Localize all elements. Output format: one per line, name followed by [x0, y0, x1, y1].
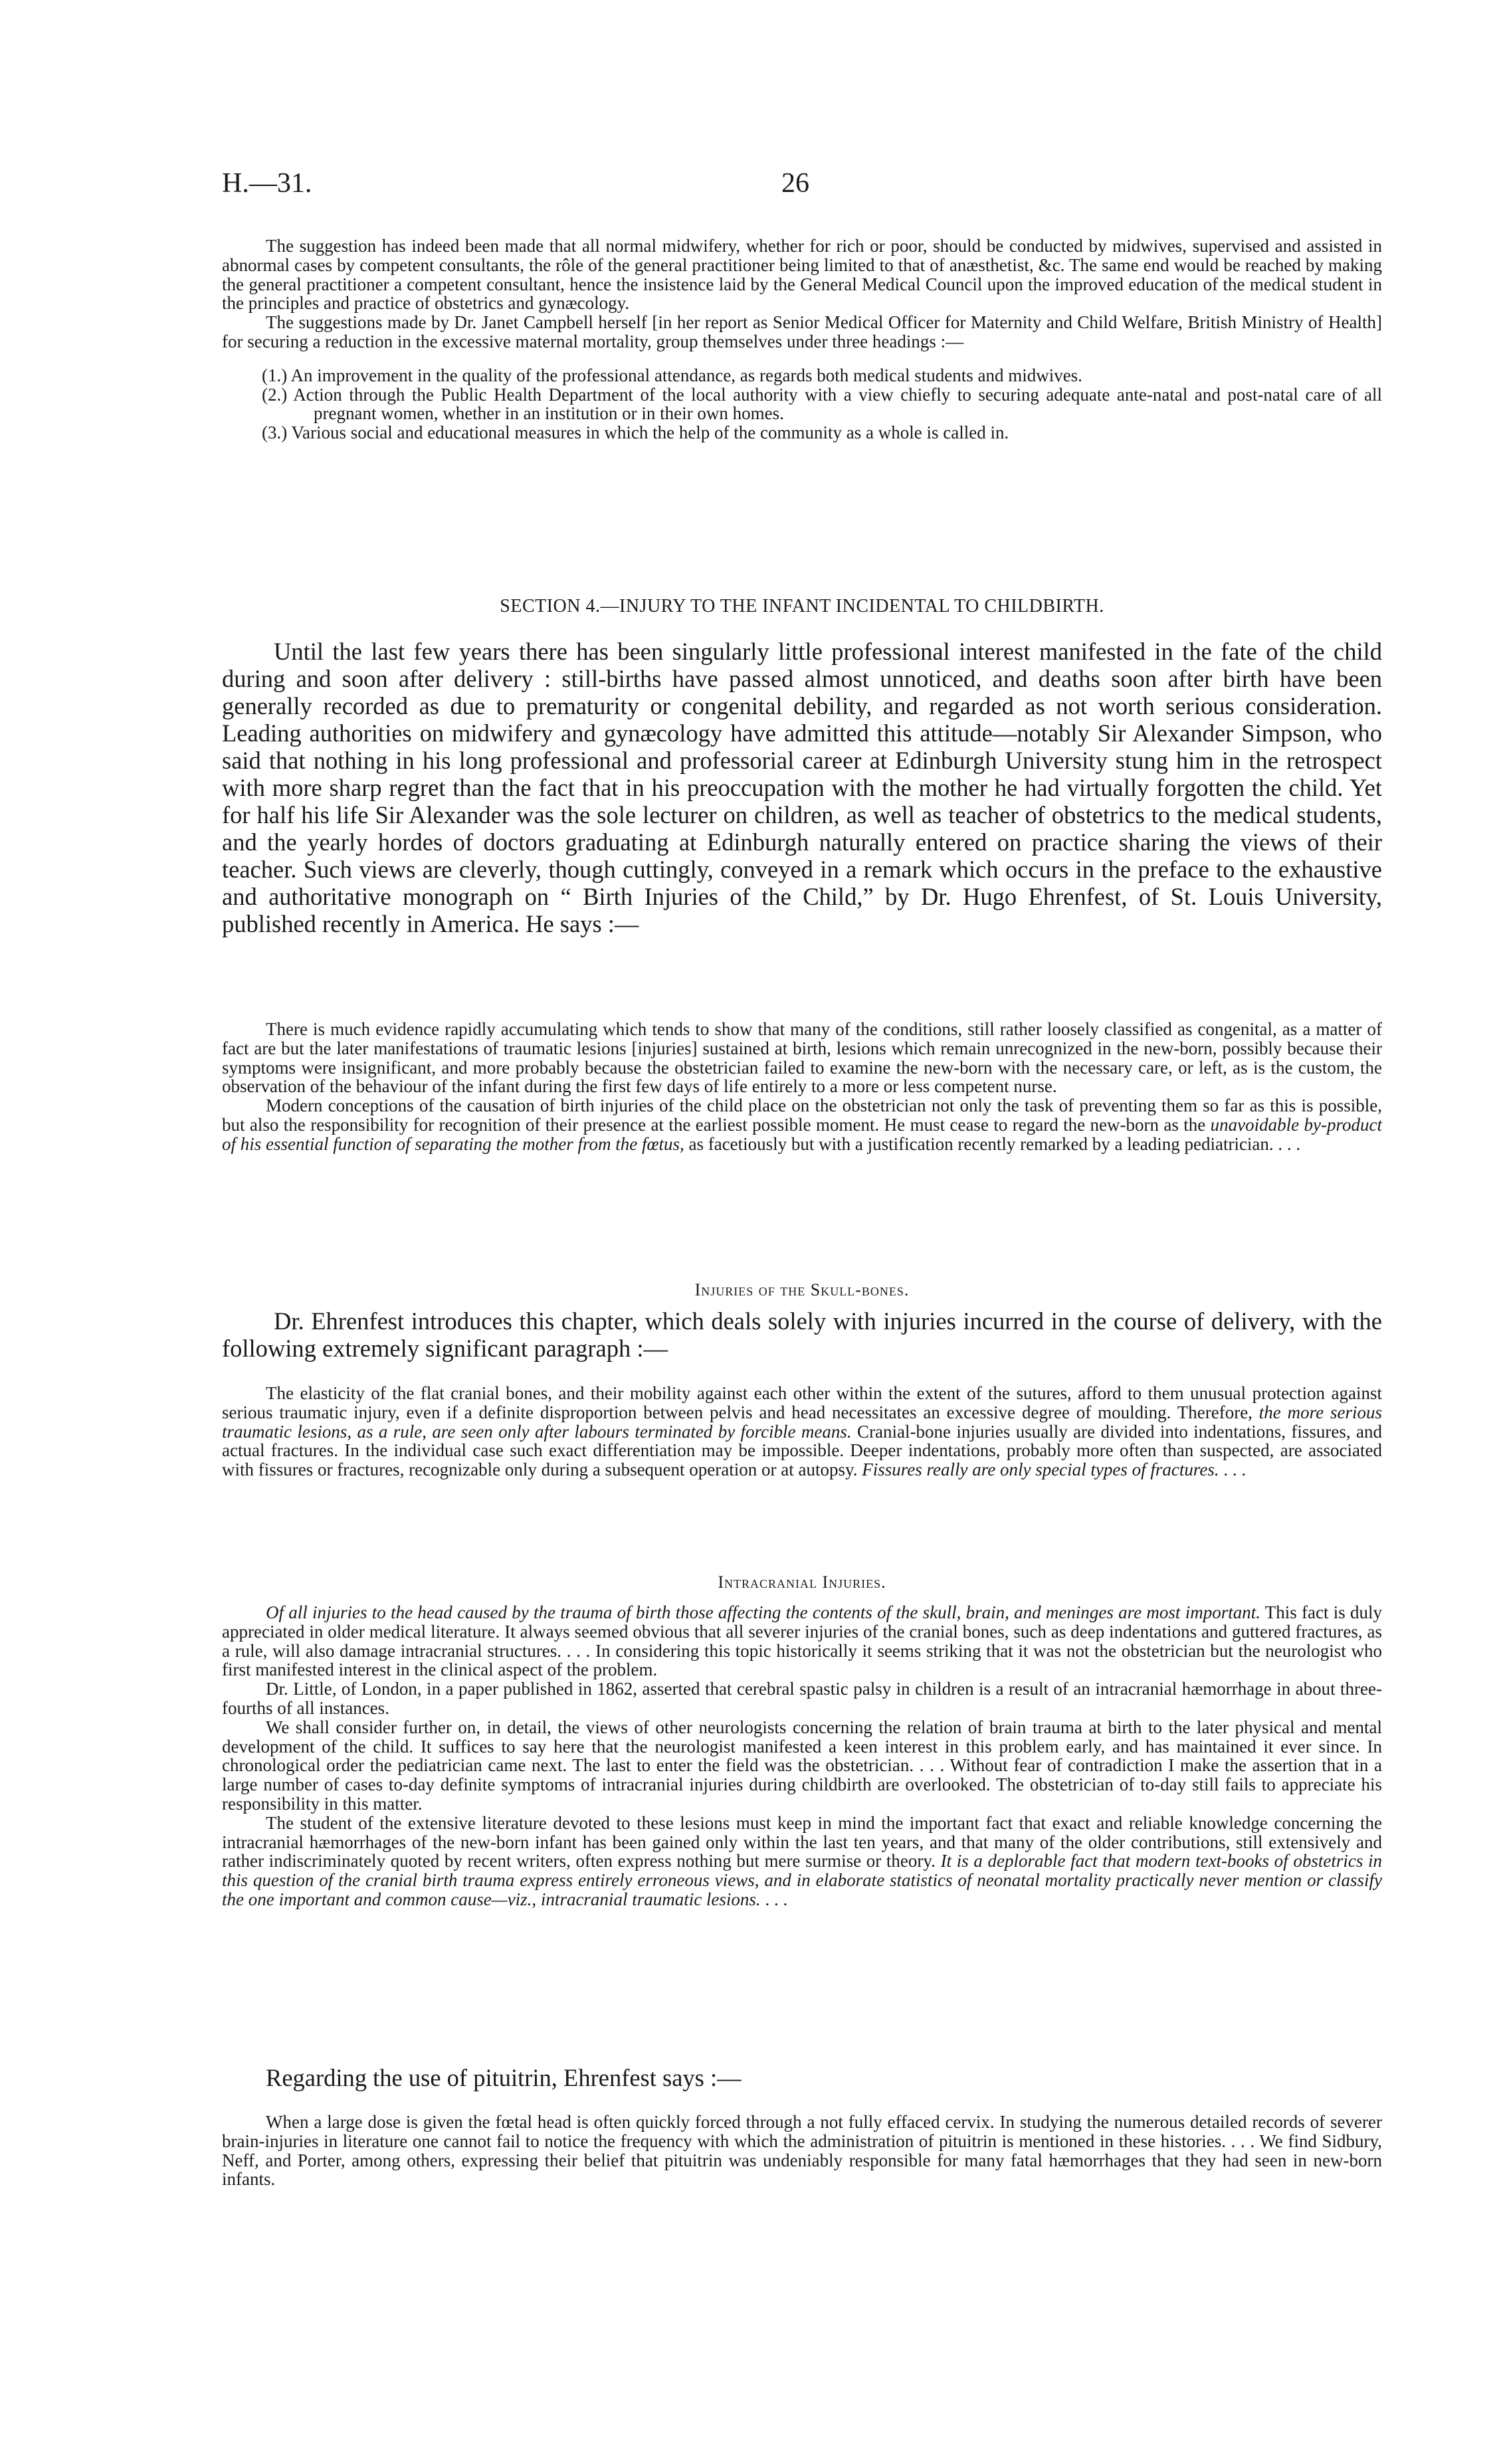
list-item: (2.) Action through the Public Health Department of the local authority with a view chiefly to securing adequate ante-natal and post-natal care of all pregnant women, whether in an institution or in their own homes.: [262, 384, 1382, 424]
page-number: 26: [781, 168, 809, 199]
quote-text: The elasticity of the flat cranial bones, and their mobility against each other within the extent of the sutures, afford to them unusual protection against serious traumatic injury, even if a definite disproportion between pelvis and head necessitates an excessive degree of moulding. Therefore,: [222, 1383, 1382, 1422]
intro-paragraph-1: The suggestion has indeed been made that all normal midwifery, whether for rich or poor, should be conducted by midwives, supervised and assisted in abnormal cases by competent consultants, the rôle of the general practitioner being limited to that of anæsthetist, &c. The same end would be reached by making the general practitioner a competent consultant, hence the insistence laid by the General Medical Council upon the improved education of the medical student in the principles and practice of obstetrics and gynæcology.: [222, 236, 1382, 314]
quote-paragraph-2: [222, 1096, 1382, 1153]
intracranial-paragraph-2: Dr. Little, of London, in a paper published in 1862, asserted that cerebral spastic palsy in children is a result of an intracranial hæmorrhage in about three-fourths of all instances.: [222, 1679, 1382, 1718]
intro-block: [222, 237, 1382, 442]
pituitrin-quote-paragraph: When a large dose is given the fœtal head is often quickly forced through a not fully effaced cervix. In studying the numerous detailed records of severer brain-injuries in literature one cannot fail to notice the frequency with which the administration of pituitrin is mentioned in these histories. . . . We find Sidbury, Neff, and Porter, among others, expressing their belief that pituitrin was undeniably responsible for many fatal hæmorrhages that they had seen in new-born infants.: [222, 2112, 1382, 2190]
quote-text: This fact is duly appreciated in older medical literature. It always seemed obvious that all severer injuries of the cranial bones, such as deep indentations and guttered fractures, as a rule, will also damage intracranial structures. . . . In considering this topic historically it seems striking that it was not the obstetrician but the neurologist who first manifested interest in the clinical aspect of the problem.: [222, 1602, 1382, 1680]
pituitrin-paragraph: Regarding the use of pituitrin, Ehrenfest says :—: [266, 2064, 742, 2091]
section-4-quote: [222, 1020, 1382, 1154]
section-4-heading: SECTION 4.—INJURY TO THE INFANT INCIDENTAL TO CHILDBIRTH.: [500, 596, 1104, 616]
quote-italic: the more serious traumatic lesions, as a rule, are seen only after labours terminated by forcible means.: [222, 1402, 1382, 1442]
intracranial-paragraph-3: We shall consider further on, in detail, the views of other neurologists concerning the relation of brain trauma at birth to the later physical and mental development of the child. It suffices to say here that the neurologist manifested a keen interest in this problem early, and has maintained it ever since. In chronological order the pediatrician came next. The last to enter the field was the obstetrician. . . . Without fear of contradiction I make the assertion that in a large number of cases to-day definite symptoms of intracranial injuries during childbirth are overlooked. The obstetrician of to-day still fails to appreciate his responsibility in this matter.: [222, 1717, 1382, 1814]
skull-quote-paragraph: [222, 1384, 1382, 1479]
quote-text: Cranial-bone injuries usually are divided into indentations, fissures, and actual fractures. In the individual case such exact differentiation may be impossible. Deeper indentations, probably more often than suspected, are associated with fissures or fractures, recognizable only during a subsequent operation or at autopsy.: [222, 1421, 1382, 1480]
pituitrin-quote: [222, 2113, 1382, 2189]
skull-bones-intro: [222, 1307, 1382, 1362]
quote-text: Modern conceptions of the causation of birth injuries of the child place on the obstetrician not only the task of preventing them so far as this is possible, but also the responsibility for recognition of their presence at the earliest possible moment. He must cease to regard the new-born as the: [222, 1095, 1382, 1135]
intracranial-paragraph-1: [222, 1603, 1382, 1679]
skull-bones-paragraph: Dr. Ehrenfest introduces this chapter, which deals solely with injuries incurred in the course of delivery, with the following extremely significant paragraph :—: [222, 1307, 1382, 1362]
quote-italic: Of all injuries to the head caused by the trauma of birth those affecting the contents of the skull, brain, and meninges are most important.: [266, 1602, 1260, 1622]
pituitrin-intro: [222, 2064, 1382, 2091]
intracranial-quote: [222, 1603, 1382, 1909]
quote-paragraph-1: There is much evidence rapidly accumulating which tends to show that many of the conditions, still rather loosely classified as congenital, as a matter of fact are but the later manifestations of traumatic lesions [injuries] sustained at birth, lesions which remain unrecognized in the new-born, possibly because their symptoms were insignificant, and more probably because the obstetrician failed to examine the new-born with the necessary care, or left, as is the custom, the observation of the behaviour of the infant during the first few days of life entirely to a more or less competent nurse.: [222, 1019, 1382, 1097]
intracranial-heading: Intracranial Injuries.: [718, 1572, 886, 1592]
quote-italic: Fissures really are only special types of fractures.: [862, 1460, 1219, 1480]
quote-italic: It is a deplorable fact that modern text-books of obstetrics in this question of the cranial birth trauma express entirely erroneous views, and in elaborate statistics of neonatal mortality practically never mention or classify the one important and common cause—viz., intracranial traumatic lesions.: [222, 1851, 1382, 1909]
list-item: (1.) An improvement in the quality of the professional attendance, as regards both medical students and midwives.: [262, 365, 1082, 385]
intro-paragraph-2: The suggestions made by Dr. Janet Campbell herself [in her report as Senior Medical Officer for Maternity and Child Welfare, British Ministry of Health] for securing a reduction in the excessive maternal mortality, group themselves under three headings :—: [222, 312, 1382, 351]
quote-italic: unavoidable by-product of his essential function of separating the mother from the fœtus,: [222, 1114, 1382, 1154]
quote-text: . . .: [1219, 1460, 1247, 1480]
skull-bones-quote: [222, 1384, 1382, 1479]
section-4-body: [222, 638, 1382, 937]
section-4-paragraph: Until the last few years there has been singularly little professional interest manifested in the fate of the child during and soon after delivery : still-births have passed almost unnoticed, and deaths soon after birth have been generally recorded as due to prematurity or congenital debility, and regarded as not worth serious consideration. Leading authorities on midwifery and gynæcology have admitted this attitude—notably Sir Alexander Simpson, who said that nothing in his long professional and professorial career at Edinburgh University stung him in the retrospect with more sharp regret than the fact that in his preoccupation with the mother he had virtually forgotten the child. Yet for half his life Sir Alexander was the sole lecturer on children, as well as teacher of obstetrics to the medical students, and the yearly hordes of doctors graduating at Edinburgh naturally entered on practice sharing the views of their teacher. Such views are cleverly, though cuttingly, conveyed in a remark which occurs in the preface to the exhaustive and authoritative monograph on “ Birth Injuries of the Child,” by Dr. Hugo Ehrenfest, of St. Louis University, published recently in America. He says :—: [222, 638, 1382, 937]
intracranial-paragraph-4: [222, 1814, 1382, 1909]
quote-text: . . .: [760, 1889, 788, 1909]
quote-text: The student of the extensive literature devoted to these lesions must keep in mind the important fact that exact and reliable knowledge concerning the intracranial hæmorrhages of the new-born infant has been gained only within the last ten years, and that many of the older contributions, still extensively and rather indiscriminately quoted by recent writers, often express nothing but mere surmise or theory.: [222, 1812, 1382, 1871]
quote-text: as facetiously but with a justification recently remarked by a leading pediatrician. . . .: [684, 1133, 1301, 1154]
headings-list: [222, 366, 1382, 442]
running-head: H.—31.: [222, 168, 312, 199]
skull-bones-heading: Injuries of the Skull-bones.: [694, 1280, 910, 1299]
list-item: (3.) Various social and educational measures in which the help of the community as a whole is called in.: [262, 423, 1009, 443]
